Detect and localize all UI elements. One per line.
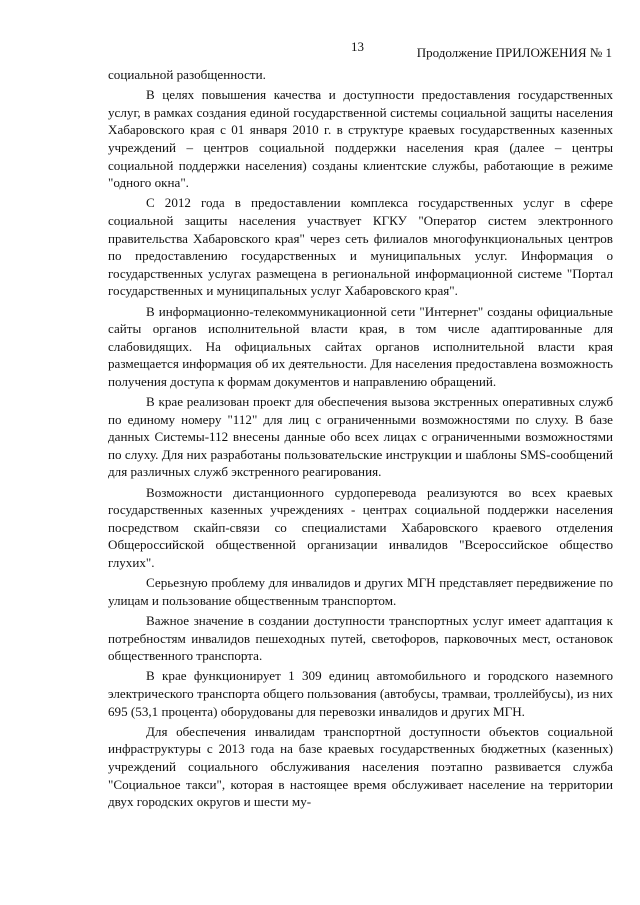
appendix-continuation-label: Продолжение ПРИЛОЖЕНИЯ № 1	[416, 45, 612, 60]
paragraph-7: Серьезную проблему для инвалидов и других МГН представляет передвижение по улицам и пользование общественным транспортом.	[108, 575, 613, 608]
document-body	[108, 66, 613, 813]
paragraph-1: социальной разобщенности.	[108, 67, 266, 82]
paragraph-10: Для обеспечения инвалидам транспортной доступности объектов социальной инфраструктуры с 2013 года на базе краевых государственных бюджетных (казенных) учреждений социального обслуживания населения поэтапно развивается служба "Социальное такси", которая в настоящее время обслуживает население на территории двух городских округов и шести му-	[108, 723, 613, 810]
paragraph-2: В целях повышения качества и доступности предоставления государственных услуг, в рамках создания единой государственной системы социальной защиты населения Хабаровского края с 01 января 2010 г. в структуре краевых государственных казенных учреждений – центров социальной поддержки населения края (далее – центры социальной поддержки населения) созданы клиентские службы, работающие в режиме "одного окна".	[108, 87, 613, 191]
paragraph-9: В крае функционирует 1 309 единиц автомобильного и городского наземного электрического транспорта общего пользования (автобусы, трамваи, троллейбусы), из них 695 (53,1 процента) оборудованы для перевозки инвалидов и других МГН.	[108, 668, 613, 719]
paragraph-3: С 2012 года в предоставлении комплекса государственных услуг в сфере социальной защиты населения участвует КГКУ "Оператор систем электронного правительства Хабаровского края" через сеть филиалов многофункциональных центров по предоставлению государственных и муниципальных услуг. Информация о государственных услугах размещена в региональной информационной системе "Портал государственных и муниципальных услуг Хабаровского края".	[108, 195, 613, 299]
paragraph-8: Важное значение в создании доступности транспортных услуг имеет адаптация к потребностям инвалидов пешеходных путей, светофоров, парковочных мест, остановок общественного транспорта.	[108, 612, 613, 664]
page-number: 13	[351, 39, 364, 54]
paragraph-4: В информационно-телекоммуникационной сети "Интернет" созданы официальные сайты органов исполнительной власти края, в том числе адаптированные для слабовидящих. На официальных сайтах органов исполнительной власти края размещается информация об их деятельности. Для населения предоставлена возможность получения доступа к формам документов и направлению обращений.	[108, 303, 613, 389]
paragraph-5: В крае реализован проект для обеспечения вызова экстренных оперативных служб по единому номеру "112" для лиц с ограниченными возможностями по слуху. В базе данных Системы-112 внесены данные обо всех лицах с ограниченными возможностями по слуху. Для них разработаны пользовательские инструкции и шаблоны SMS-сообщений для различных служб экстренного реагирования.	[108, 394, 613, 480]
paragraph-6: Возможности дистанционного сурдоперевода реализуются во всех краевых государственных казенных учреждениях - центрах социальной поддержки населения посредством скайп-связи со специалистами Хабаровского краевого отделения Общероссийской общественной организации инвалидов "Всероссийское общество глухих".	[108, 484, 613, 570]
